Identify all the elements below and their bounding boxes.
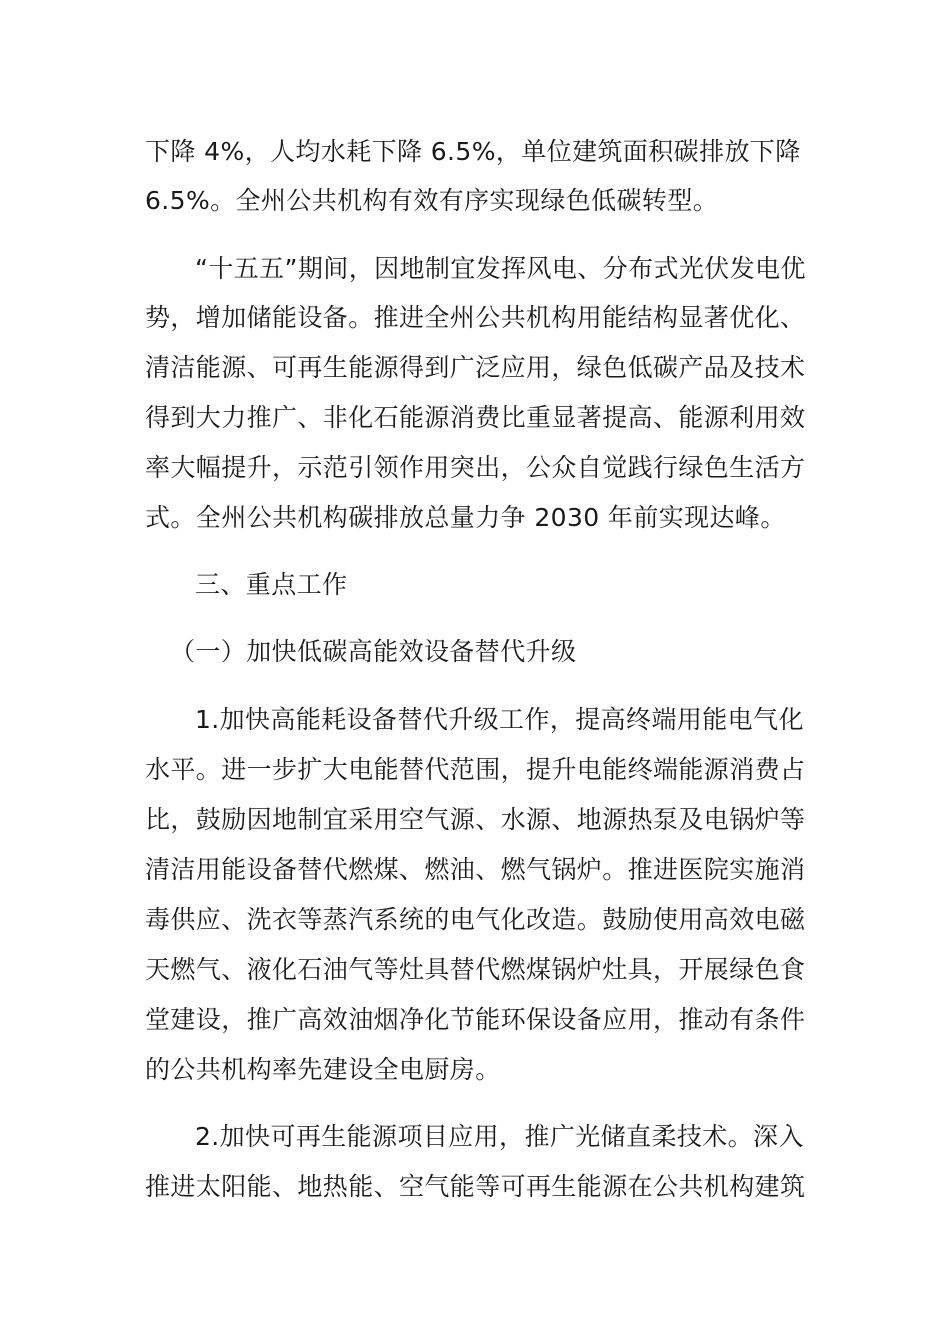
paragraph-line: 堂建设，推广高效油烟净化节能环保设备应用，推动有条件	[145, 1005, 806, 1034]
paragraph-line: 得到大力推广、非化石能源消费比重显著提高、能源利用效	[145, 403, 806, 432]
paragraph-line: 下降 4%，人均水耗下降 6.5%，单位建筑面积碳排放下降	[145, 137, 801, 166]
paragraph-line: 毒供应、洗衣等蒸汽系统的电气化改造。鼓励使用高效电磁	[145, 905, 806, 934]
paragraph-line: 天燃气、液化石油气等灶具替代燃煤锅炉灶具，开展绿色食	[145, 955, 806, 984]
paragraph-line: 式。全州公共机构碳排放总量力争 2030 年前实现达峰。	[145, 503, 786, 532]
paragraph-line: 的公共机构率先建设全电厨房。	[145, 1055, 501, 1084]
paragraph-line: “十五五”期间，因地制宜发挥风电、分布式光伏发电优	[195, 254, 806, 283]
paragraph-line: 推进太阳能、地热能、空气能等可再生能源在公共机构建筑	[145, 1172, 806, 1201]
section-heading: 三、重点工作	[195, 570, 348, 599]
paragraph-line: 比，鼓励因地制宜采用空气源、水源、地源热泵及电锅炉等	[145, 805, 806, 834]
paragraph-line: 1.加快高能耗设备替代升级工作，提高终端用能电气化	[195, 705, 804, 734]
paragraph-line: 势，增加储能设备。推进全州公共机构用能结构显著优化、	[145, 303, 806, 332]
paragraph-line: 6.5%。全州公共机构有效有序实现绿色低碳转型。	[145, 186, 719, 215]
paragraph-line: 水平。进一步扩大电能替代范围，提升电能终端能源消费占	[145, 755, 806, 784]
paragraph-line: 率大幅提升，示范引领作用突出，公众自觉践行绿色生活方	[145, 453, 806, 482]
paragraph-line: 清洁能源、可再生能源得到广泛应用，绿色低碳产品及技术	[145, 353, 806, 382]
subsection-heading: （一）加快低碳高能效设备替代升级	[170, 637, 577, 666]
paragraph-line: 2.加快可再生能源项目应用，推广光储直柔技术。深入	[195, 1122, 804, 1151]
paragraph-line: 清洁用能设备替代燃煤、燃油、燃气锅炉。推进医院实施消	[145, 855, 806, 884]
